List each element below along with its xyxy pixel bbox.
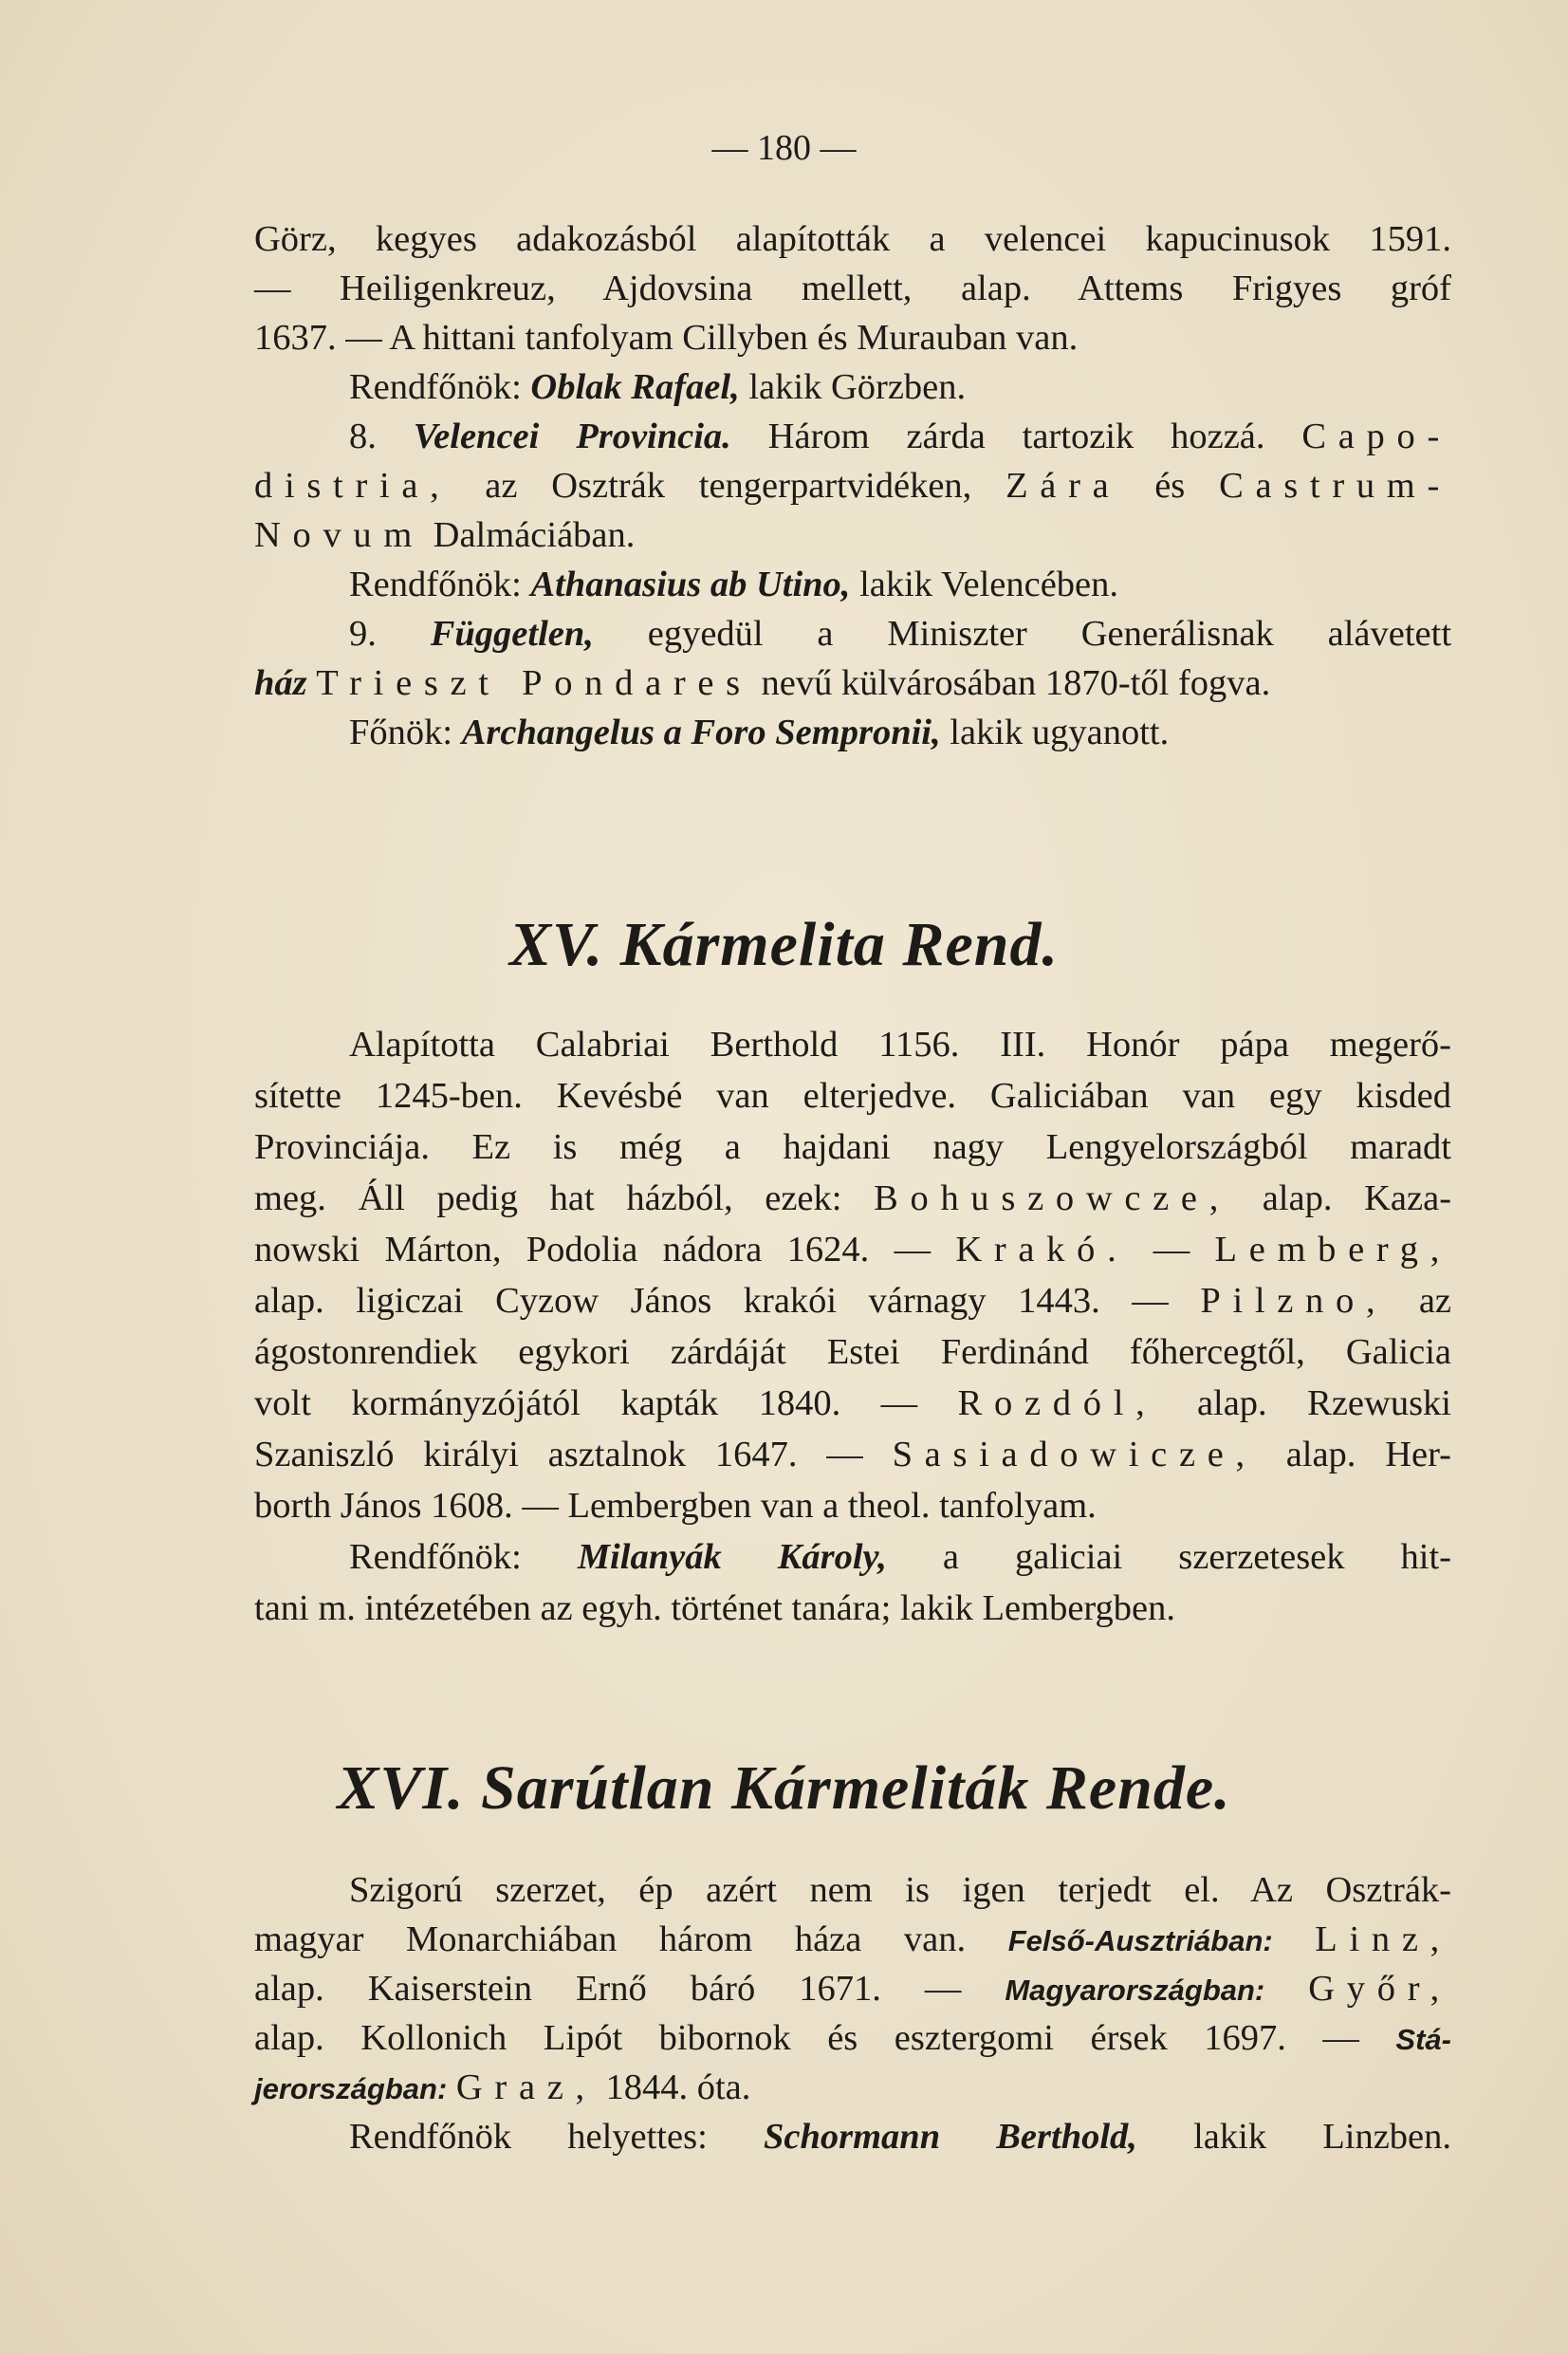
text-line: distria, az Osztrák tengerpartvidéken, Zára és Castrum- bbox=[254, 466, 1451, 506]
text-line: Alapította Calabriai Berthold 1156. III. Honór pápa megerő- bbox=[349, 1025, 1451, 1065]
text-line: Rendfőnök: Oblak Rafael, lakik Görzben. bbox=[349, 367, 967, 407]
text-line: alap. Kaiserstein Ernő báró 1671. — Magyarországban: Győr, bbox=[254, 1969, 1452, 2009]
text-line: Görz, kegyes adakozásból alapították a velencei kapucinusok 1591. bbox=[254, 219, 1451, 259]
text-line: jerországban: Graz, 1844. óta. bbox=[254, 2067, 751, 2107]
region-label: jerországban: bbox=[254, 2072, 448, 2105]
text-line: tani m. intézetében az egyh. történet tanára; lakik Lembergben. bbox=[254, 1588, 1175, 1628]
text-line: Rendfőnök: Milanyák Károly, a galiciai szerzetesek hit- bbox=[349, 1537, 1451, 1577]
text-line: ház Trieszt Pondares nevű külvárosában 1870-től fogva. bbox=[254, 663, 1271, 703]
person-name: Archangelus a Foro Sempronii, bbox=[461, 713, 941, 752]
text-line: sítette 1245-ben. Kevésbé van elterjedve. Galiciában van egy kisded bbox=[254, 1076, 1451, 1116]
text-line: Főnök: Archangelus a Foro Sempronii, lakik ugyanott. bbox=[349, 713, 1170, 752]
text-line: 1637. — A hittani tanfolyam Cillyben és Murauban van. bbox=[254, 318, 1079, 358]
section-heading-xv: XV. Kármelita Rend. bbox=[509, 910, 1059, 979]
region-label: Stá- bbox=[1395, 2023, 1451, 2056]
text-line: alap. ligiczai Cyzow János krakói várnagy 1443. — Pilzno, az bbox=[254, 1281, 1452, 1321]
text-line: alap. Kollonich Lipót bibornok és esztergomi érsek 1697. — Stá- bbox=[254, 2018, 1451, 2058]
person-name: Milanyák Károly, bbox=[577, 1537, 887, 1577]
page-number: — 180 — bbox=[711, 128, 857, 168]
text-line: Novum Dalmáciában. bbox=[254, 515, 636, 555]
province-name: Független, bbox=[430, 614, 594, 654]
region-label: Felső-Ausztriában: bbox=[1007, 1924, 1273, 1957]
text-line: ágostonrendiek egykori zárdáját Estei Ferdinánd főhercegtől, Galicia bbox=[254, 1332, 1451, 1372]
text-line: Rendfőnök helyettes: Schormann Berthold, lakik Linzben. bbox=[349, 2117, 1451, 2157]
text-line: nowski Márton, Podolia nádora 1624. — Krakó. — Lemberg, bbox=[254, 1230, 1452, 1270]
person-name: Oblak Rafael, bbox=[530, 367, 740, 407]
text-line: Rendfőnök: Athanasius ab Utino, lakik Velencében. bbox=[349, 565, 1119, 604]
text-line: magyar Monarchiában három háza van. Felső-Ausztriában: Linz, bbox=[254, 1919, 1451, 1959]
text-line: — Heiligenkreuz, Ajdovsina mellett, alap. Attems Frigyes gróf bbox=[254, 269, 1451, 308]
text-line: 9. Független, egyedül a Miniszter Generálisnak alávetett bbox=[349, 614, 1452, 654]
section-heading-xvi: XVI. Sarútlan Kármeliták Rende. bbox=[337, 1753, 1231, 1823]
text-line: Szaniszló királyi asztalnok 1647. — Sasiadowicze, alap. Her- bbox=[254, 1435, 1451, 1474]
province-name: Velencei Provincia. bbox=[413, 417, 731, 456]
text-line: Provinciája. Ez is még a hajdani nagy Lengyelországból maradt bbox=[254, 1127, 1451, 1167]
text-line: meg. Áll pedig hat házból, ezek: Bohuszowcze, alap. Kaza- bbox=[254, 1178, 1452, 1218]
person-name: Athanasius ab Utino, bbox=[530, 565, 851, 604]
person-name: Schormann Berthold, bbox=[763, 2117, 1137, 2157]
text-line: Szigorú szerzet, ép azért nem is igen terjedt el. Az Osztrák- bbox=[349, 1870, 1451, 1910]
text-line: volt kormányzójától kapták 1840. — Rozdól, alap. Rzewuski bbox=[254, 1383, 1452, 1423]
region-label: Magyarországban: bbox=[1005, 1974, 1265, 2007]
text-line: 8. Velencei Provincia. Három zárda tartozik hozzá. Capo- bbox=[349, 417, 1451, 456]
text-line: borth János 1608. — Lembergben van a theol. tanfolyam. bbox=[254, 1486, 1097, 1526]
